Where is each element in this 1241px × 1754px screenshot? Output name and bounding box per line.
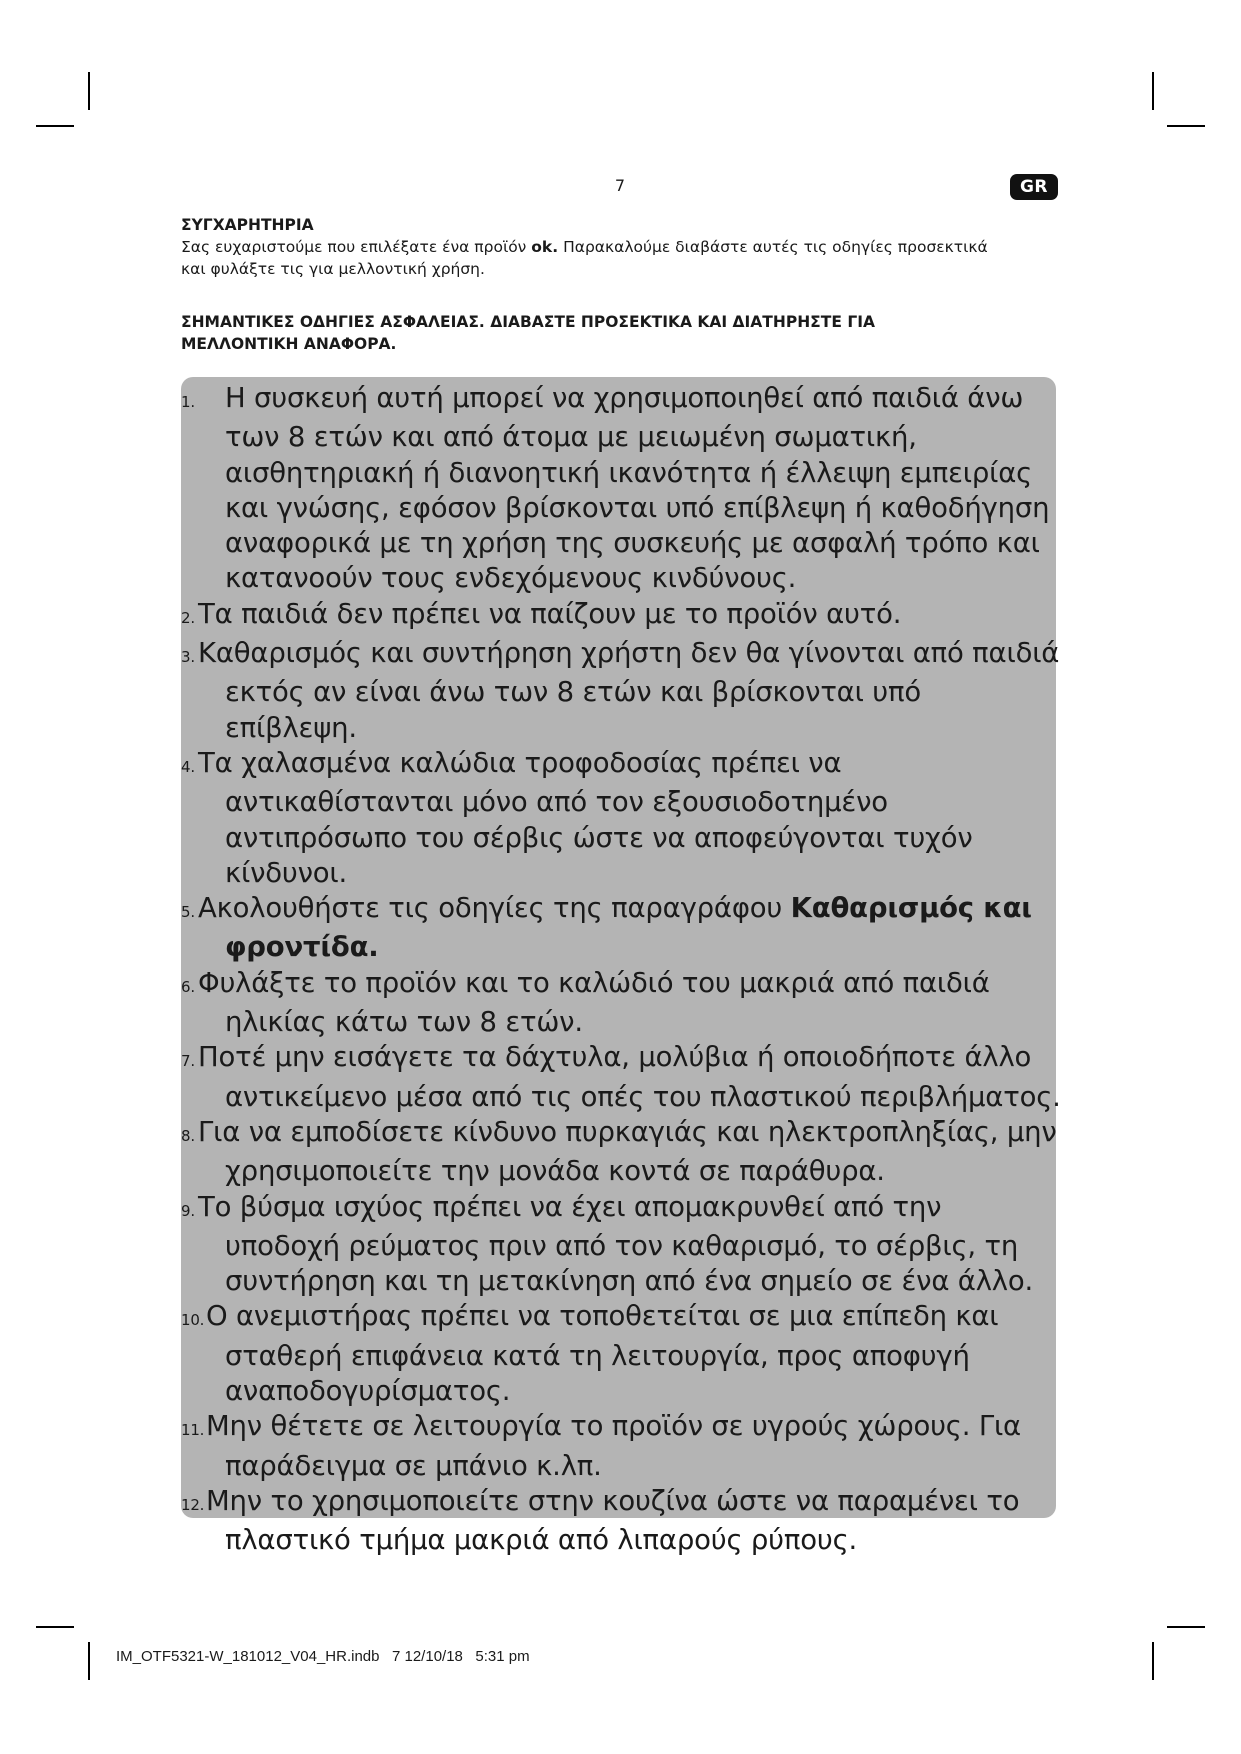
- item-number: 3.: [181, 648, 195, 667]
- item-text: Ο ανεμιστήρας πρέπει να τοποθετείται σε μια επίπεδη και σταθερή επιφάνεια κατά τη λειτουργία, προς αποφυγή αναποδογυρίσματος.: [206, 1300, 999, 1408]
- item-text: Ποτέ μην εισάγετε τα δάχτυλα, μολύβια ή οποιοδήποτε άλλο αντικείμενο μέσα από τις οπές του πλαστικού περιβλήματος.: [198, 1041, 1061, 1113]
- item-number: 10.: [181, 1311, 205, 1330]
- crop-mark-bottom-left-vertical: [88, 1642, 90, 1680]
- item-number: 7.: [181, 1052, 195, 1071]
- item-text: Η συσκευή αυτή μπορεί να χρησιμοποιηθεί από παιδιά άνω των 8 ετών και από άτομα με μειωμένη σωματική, αισθητηριακή ή διανοητική ικανότητα ή έλλειψη εμπειρίας και γνώσης, εφόσον βρίσκονται υπό επίβλεψη ή καθοδήγηση αναφορικά με τη χρήση της συσκευής με ασφαλή τρόπο και κατανοούν τους ενδεχόμενους κινδύνους.: [225, 382, 1050, 595]
- list-item: [181, 636, 1061, 746]
- safety-heading-line1: ΣΗΜΑΝΤΙΚΕΣ ΟΔΗΓΙΕΣ ΑΣΦΑΛΕΙΑΣ. ΔΙΑΒΑΣΤΕ ΠΡΟΣΕΚΤΙΚΑ ΚΑΙ ΔΙΑΤΗΡΗΣΤΕ ΓΙΑ: [181, 313, 875, 331]
- item-text: Τα χαλασμένα καλώδια τροφοδοσίας πρέπει να αντικαθίστανται μόνο από τον εξουσιοδοτημένο αντιπρόσωπο του σέρβις ώστε να αποφεύγονται τυχόν κίνδυνοι.: [198, 746, 973, 889]
- crop-mark-bottom-right-horizontal: [1167, 1626, 1205, 1628]
- crop-mark-bottom-left-horizontal: [36, 1626, 74, 1628]
- list-item: [181, 1190, 1061, 1300]
- crop-mark-bottom-right-vertical: [1152, 1642, 1154, 1680]
- intro-text-end: Παρακαλούμε διαβάστε αυτές τις οδηγίες προσεκτικά: [558, 238, 988, 256]
- item-text: Μην το χρησιμοποιείτε στην κουζίνα ώστε να παραμένει το πλαστικό τμήμα μακριά από λιπαρούς ρύπους.: [206, 1484, 1020, 1557]
- language-badge: GR: [1010, 174, 1058, 200]
- page-number: 7: [614, 176, 626, 195]
- item-number: 1.: [181, 393, 195, 411]
- crop-mark-top-left-vertical: [88, 72, 90, 110]
- crop-mark-top-left-horizontal: [36, 125, 74, 127]
- intro-text-start: Σας ευχαριστούμε που επιλέξατε ένα προϊόν: [181, 238, 532, 256]
- list-item: [181, 746, 1061, 891]
- item-number: 11.: [181, 1421, 205, 1440]
- item-number: 9.: [181, 1201, 195, 1220]
- item-text: Καθαρισμός και συντήρηση χρήστη δεν θα γίνονται από παιδιά εκτός αν είναι άνω των 8 ετών και βρίσκονται υπό επίβλεψη.: [198, 637, 1060, 744]
- list-item: [181, 597, 1061, 636]
- item-text: Ακολουθήστε τις οδηγίες της παραγράφου: [198, 892, 791, 925]
- list-item: [181, 1115, 1061, 1190]
- item-text: Φυλάξτε το προϊόν και το καλώδιό του μακριά από παιδιά ηλικίας κάτω των 8 ετών.: [198, 966, 990, 1039]
- list-item: [181, 966, 1061, 1041]
- item-text: Μην θέτετε σε λειτουργία το προϊόν σε υγρούς χώρους. Για παράδειγμα σε μπάνιο κ.λπ.: [206, 1410, 1021, 1482]
- list-item: [181, 891, 1061, 966]
- safety-heading-line2: ΜΕΛΛΟΝΤΙΚΗ ΑΝΑΦΟΡΑ.: [181, 335, 397, 353]
- intro-title: ΣΥΓΧΑΡΗΤΗΡΙΑ: [181, 216, 314, 234]
- list-item: [181, 1409, 1061, 1484]
- item-text-bold: Καθαρισμός και φροντίδα.: [225, 892, 1032, 964]
- list-item: [181, 1299, 1061, 1409]
- print-footer: IM_OTF5321-W_181012_V04_HR.indb 7 12/10/18 5:31 pm: [116, 1648, 530, 1665]
- intro-section: [181, 214, 1061, 280]
- item-number: 6.: [181, 977, 195, 996]
- item-text: Για να εμποδίσετε κίνδυνο πυρκαγιάς και ηλεκτροπληξίας, μην χρησιμοποιείτε την μονάδα κοντά σε παράθυρα.: [198, 1115, 1057, 1188]
- list-item: [181, 1484, 1061, 1559]
- safety-heading: [181, 311, 1061, 355]
- intro-text-line1: [181, 236, 1061, 258]
- item-text: Τα παιδιά δεν πρέπει να παίζουν με το προϊόν αυτό.: [198, 597, 902, 630]
- item-number: 12.: [181, 1495, 205, 1514]
- item-number: 4.: [181, 757, 195, 776]
- intro-text-line2: και φυλάξτε τις για μελλοντική χρήση.: [181, 260, 485, 278]
- brand-name: ok.: [531, 238, 559, 256]
- crop-mark-top-right-vertical: [1152, 72, 1154, 110]
- item-number: 8.: [181, 1126, 195, 1145]
- item-text: Το βύσμα ισχύος πρέπει να έχει απομακρυνθεί από την υποδοχή ρεύματος πριν από τον καθαρισμό, το σέρβις, τη συντήρηση και τη μετακίνηση από ένα σημείο σε ένα άλλο.: [198, 1190, 1034, 1298]
- crop-mark-top-right-horizontal: [1167, 125, 1205, 127]
- list-item: [181, 1040, 1061, 1115]
- item-number: 2.: [181, 608, 195, 627]
- item-number: 5.: [181, 903, 195, 922]
- safety-instructions-list: [181, 381, 1061, 1559]
- list-item: [181, 381, 1061, 597]
